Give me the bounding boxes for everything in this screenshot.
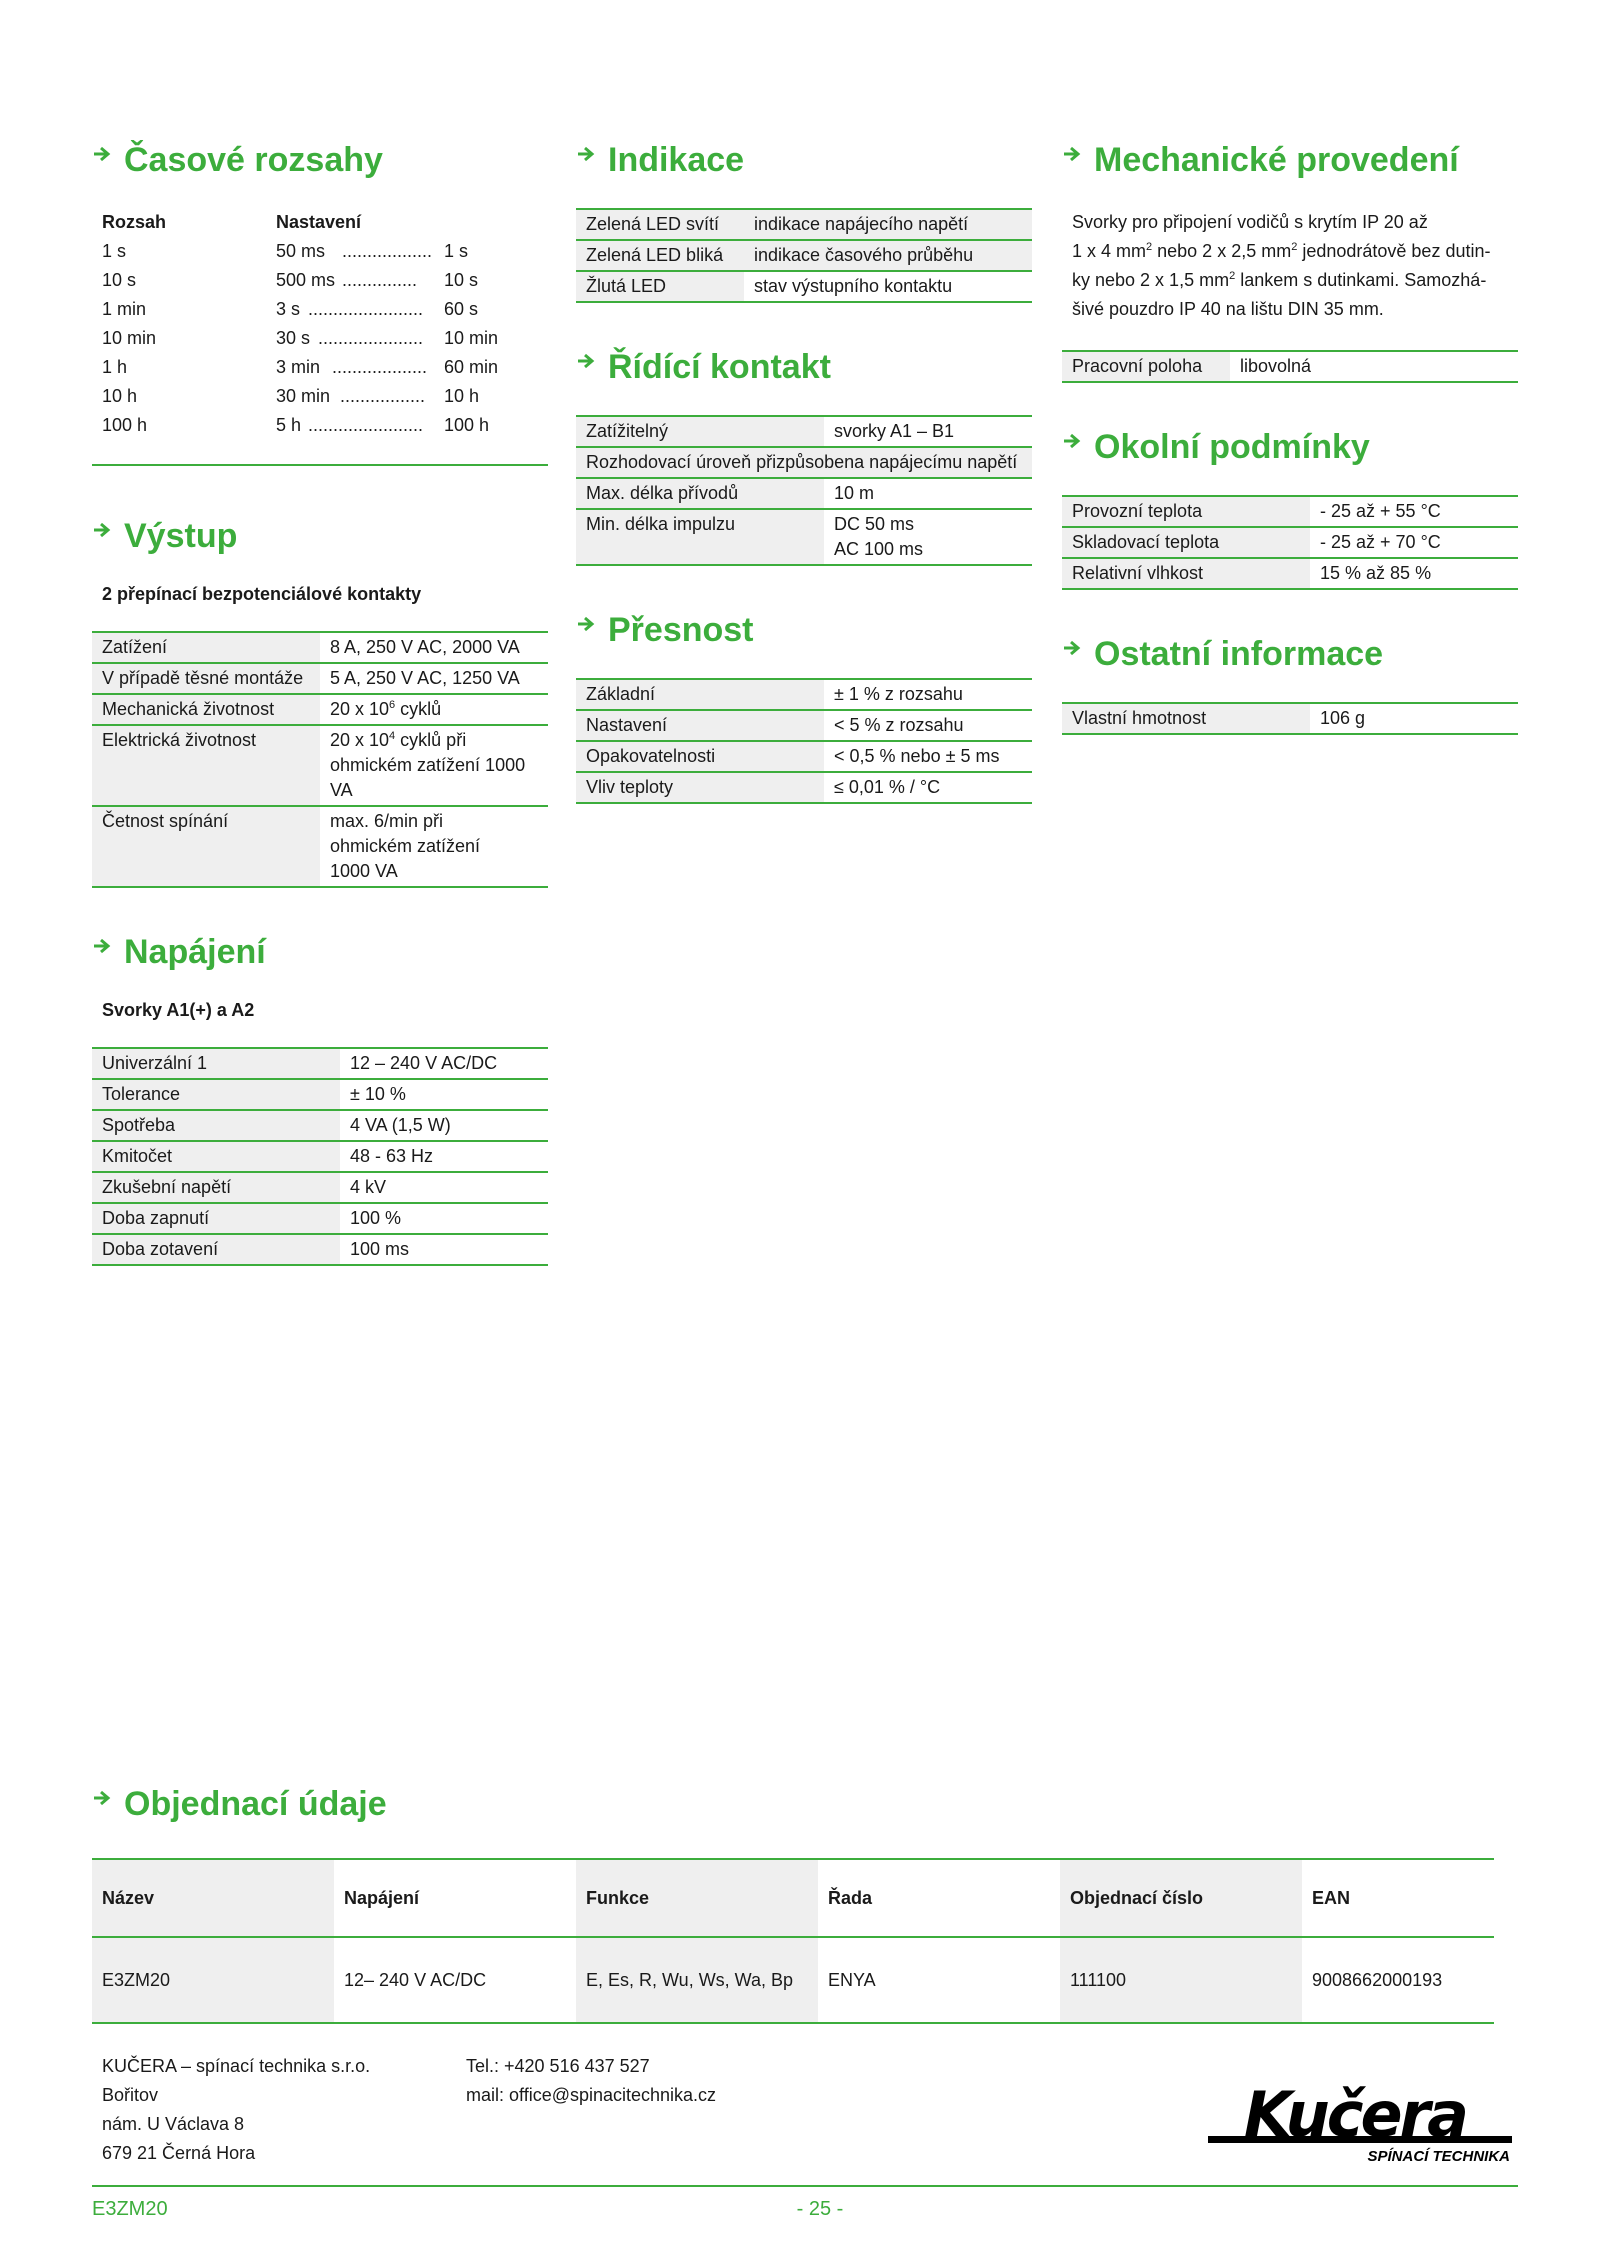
arrow-icon <box>1062 140 1084 168</box>
table-row: Základní ± 1 % z rozsahu <box>576 678 1032 711</box>
kucera-logo: Kučera SPÍNACÍ TECHNIKA <box>1208 2082 1518 2172</box>
mech-description: Svorky pro připojení vodičů s krytím IP 20 až 1 x 4 $mm^2$ nebo 2 x 2,5 $mm^2$ jednodrátově bez dutin- ky nebo 2 x 1,5 $mm^2$ lankem s dutinkami. Samozhá- šivé pouzdro IP 40 na lištu DIN 35 mm. <box>1072 212 1491 319</box>
arrow-icon <box>1062 634 1084 662</box>
casove-table: Rozsah Nastavení 1 s 50 ms .................. 1 s 10 s 500 ms ............... 10 s 1 min 3 s ....................... 60 s 10 min 30 s ..................... 10 min 1 h 3 min ................... 60 min 10 h 30 min ................. 10 h 100 h 5 h ....................... 100 h <box>92 208 548 440</box>
page-number: - 25 - <box>796 2198 844 2220</box>
table-row: Zatížení 8 A, 250 V AC, 2000 VA <box>92 631 548 664</box>
table-row: Tolerance ± 10 % <box>92 1080 548 1111</box>
section-title-ridici: Řídící kontakt <box>576 343 1032 391</box>
table-row: Provozní teplota - 25 až + 55 °C <box>1062 495 1518 528</box>
table-row: Elektrická životnost 20 x $10^4$ cyklů při ohmickém zatížení 1000 VA <box>92 726 548 807</box>
arrow-icon <box>92 1784 114 1812</box>
section-title-mech: Mechanické provedení <box>1062 136 1518 184</box>
casove-row: 100 h 5 h ....................... 100 h <box>102 415 490 435</box>
table-row: Relativní vlhkost 15 % až 85 % <box>1062 559 1518 590</box>
table-row: Pracovní poloha libovolná <box>1062 350 1518 383</box>
vystup-subtitle: 2 přepínací bezpotenciálové kontakty <box>102 584 422 604</box>
company-contact: Tel.: +420 516 437 527 mail: office@spinacitechnika.cz <box>466 2056 717 2105</box>
column-left <box>92 136 548 1266</box>
casove-row: 1 s 50 ms .................. 1 s <box>102 241 469 261</box>
footer-divider <box>92 2185 1518 2187</box>
order-data-row: E3ZM20 12– 240 V AC/DC E, Es, R, Wu, Ws, Wa, Bp ENYA 111100 9008662000193 <box>92 1938 1494 2024</box>
okolni-table <box>1062 495 1518 590</box>
indikace-table <box>576 208 1032 303</box>
table-row: Rozhodovací úroveň přizpůsobena napájecímu napětí <box>576 448 1032 479</box>
table-row: Opakovatelnosti < 0,5 % nebo ± 5 ms <box>576 742 1032 773</box>
table-row: Doba zotavení 100 ms <box>92 1235 548 1266</box>
casove-row: 1 min 3 s ....................... 60 s <box>102 299 479 319</box>
mech-table <box>1062 350 1518 383</box>
section-title-objednaci: Objednací údaje <box>92 1780 692 1828</box>
ridici-table <box>576 415 1032 566</box>
company-address: KUČERA – spínací technika s.r.o. Bořitov nám. U Václava 8 679 21 Černá Hora <box>102 2056 371 2163</box>
table-row: Min. délka impulzu DC 50 ms AC 100 ms <box>576 510 1032 566</box>
arrow-icon <box>1062 427 1084 455</box>
order-section-title-wrap <box>92 1780 692 1852</box>
divider <box>92 464 548 466</box>
order-header-row: Název Napájení Funkce Řada Objednací číslo EAN <box>92 1858 1494 1938</box>
casove-row: 10 min 30 s ..................... 10 min <box>102 328 499 348</box>
column-right <box>1062 136 1518 735</box>
table-row: Mechanická životnost 20 x $10^6$ cyklů <box>92 695 548 726</box>
arrow-icon <box>92 516 114 544</box>
table-row: Spotřeba 4 VA (1,5 W) <box>92 1111 548 1142</box>
arrow-icon <box>92 932 114 960</box>
arrow-icon <box>92 140 114 168</box>
section-title-indikace: Indikace <box>576 136 1032 184</box>
section-title-napajeni: Napájení <box>92 928 548 976</box>
table-row: Zkušební napětí 4 kV <box>92 1173 548 1204</box>
arrow-icon <box>576 610 598 638</box>
table-row: Univerzální 1 12 – 240 V AC/DC <box>92 1047 548 1080</box>
napajeni-subtitle: Svorky A1(+) a A2 <box>102 1000 255 1020</box>
casove-row: 1 h 3 min ................... 60 min <box>102 357 499 377</box>
table-row: Četnost spínání max. 6/min při ohmickém zatížení 1000 VA <box>92 807 548 888</box>
section-title-casove: Časové rozsahy <box>92 136 548 184</box>
footer-model: E3ZM20 <box>92 2198 168 2220</box>
table-row: Žlutá LED stav výstupního kontaktu <box>576 272 1032 303</box>
ostatni-table <box>1062 702 1518 735</box>
table-row: Max. délka přívodů 10 m <box>576 479 1032 510</box>
column-middle <box>576 136 1032 804</box>
section-title-okolni: Okolní podmínky <box>1062 423 1518 471</box>
vystup-table <box>92 631 548 888</box>
table-row: Vlastní hmotnost 106 g <box>1062 702 1518 735</box>
napajeni-table <box>92 1047 548 1266</box>
section-title-vystup: Výstup <box>92 512 548 560</box>
casove-row: 10 s 500 ms ............... 10 s <box>102 270 479 290</box>
table-row: Zelená LED bliká indikace časového průběhu <box>576 241 1032 272</box>
section-title-presnost: Přesnost <box>576 606 1032 654</box>
table-row: Vliv teploty ≤ 0,01 % / °C <box>576 773 1032 804</box>
arrow-icon <box>576 140 598 168</box>
table-row: Skladovací teplota - 25 až + 70 °C <box>1062 528 1518 559</box>
order-table <box>92 1858 1494 2024</box>
table-row: Nastavení < 5 % z rozsahu <box>576 711 1032 742</box>
table-row: Kmitočet 48 - 63 Hz <box>92 1142 548 1173</box>
presnost-table <box>576 678 1032 804</box>
table-row: Zelená LED svítí indikace napájecího napětí <box>576 208 1032 241</box>
arrow-icon <box>576 347 598 375</box>
section-title-ostatni: Ostatní informace <box>1062 630 1518 678</box>
table-row: Zatížitelný svorky A1 – B1 <box>576 415 1032 448</box>
table-row: V případě těsné montáže 5 A, 250 V AC, 1250 VA <box>92 664 548 695</box>
casove-row: 10 h 30 min ................. 10 h <box>102 386 480 406</box>
table-row: Doba zapnutí 100 % <box>92 1204 548 1235</box>
